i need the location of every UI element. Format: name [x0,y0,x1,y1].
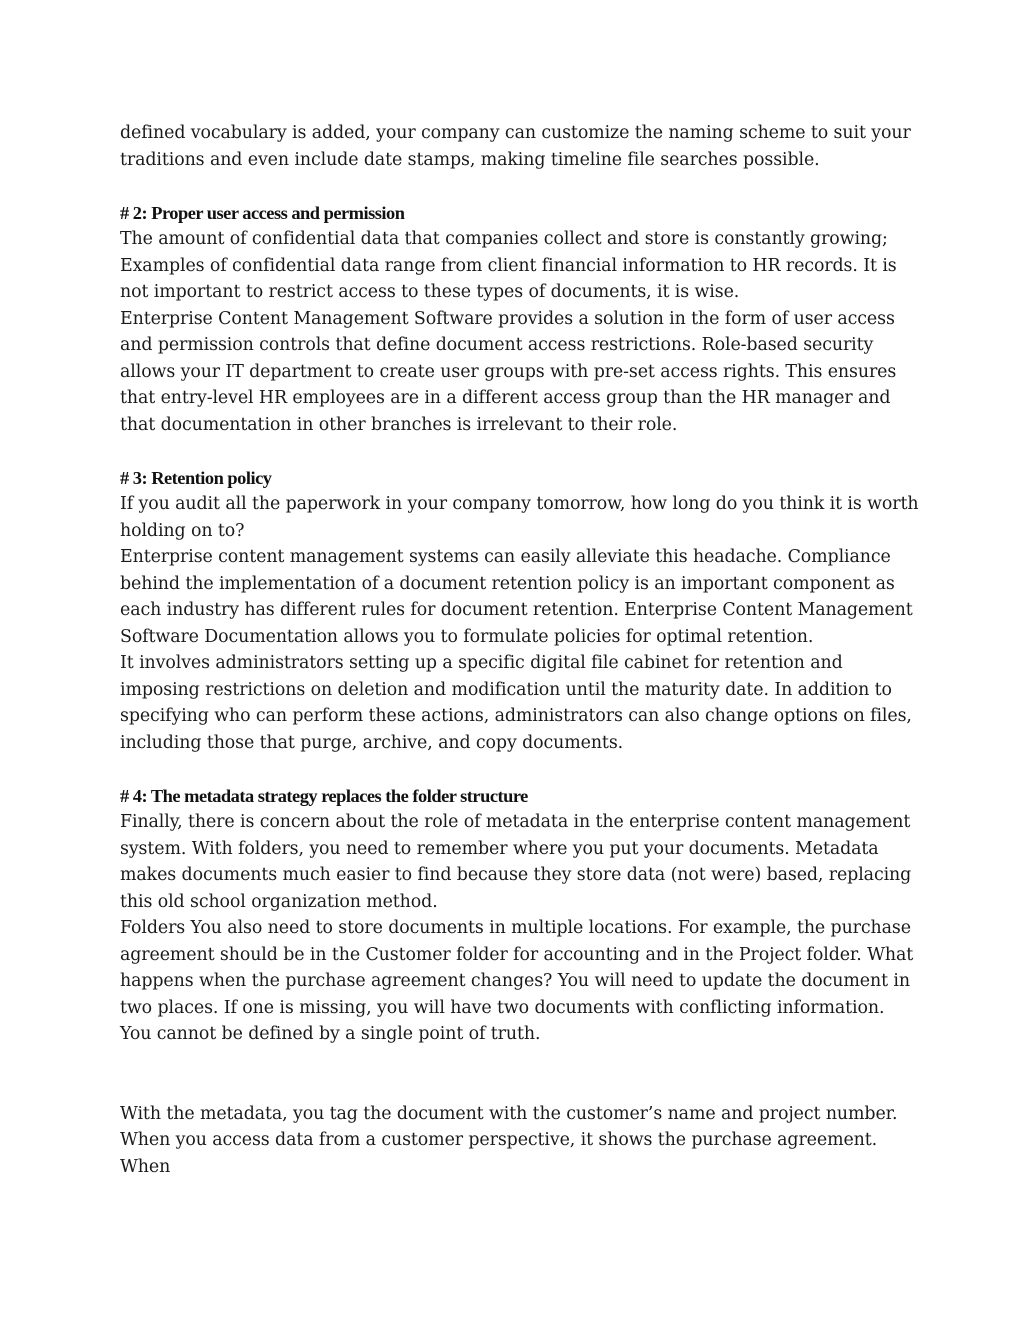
section-heading: # 2: Proper user access and permission [120,202,405,223]
spacer [120,1074,920,1101]
section-paragraph: Enterprise Content Management Software provides a solution in the form of user access and permission controls that define document access restrictions. Role-based security allows your IT department to create user groups with pre-set access rights. This ensures that entry-level HR employees are in a different access group than the HR manager and that documentation in other branches is irrelevant to their role. [120,308,897,435]
section-metadata-strategy [120,783,920,1048]
section-paragraph: It involves administrators setting up a specific digital file cabinet for retention and imposing restrictions on deletion and modification until the maturity date. In addition to specifying who can perform these actions, administrators can also change options on files, including those that purge, archive, and copy documents. [120,653,912,753]
spacer [120,756,920,783]
intro-paragraph: defined vocabulary is added, your company can customize the naming scheme to suit your traditions and even include date stamps, making timeline file searches possible. [120,123,911,170]
section-user-access [120,200,920,439]
section-heading: # 4: The metadata strategy replaces the folder structure [120,785,528,806]
spacer [120,173,920,200]
spacer [120,438,920,465]
document-page [120,120,920,1180]
section-paragraph: Finally, there is concern about the role of metadata in the enterprise content management system. With folders, you need to remember where you put your documents. Metadata makes documents much easier to find because they store data (not were) based, replacing this old school organization method. [120,812,912,912]
section-paragraph: Enterprise content management systems can easily alleviate this headache. Compliance behind the implementation of a document retention policy is an important component as each industry has different rules for document retention. Enterprise Content Management Software Documentation allows you to formulate policies for optimal retention. [120,547,913,647]
section-heading: # 3: Retention policy [120,467,272,488]
spacer [120,1048,920,1075]
closing-paragraph: With the metadata, you tag the document with the customer’s name and project number. When you access data from a customer perspective, it shows the purchase agreement. When [120,1103,898,1177]
section-paragraph: The amount of confidential data that companies collect and store is constantly growing; Examples of confidential data range from client financial information to HR records. It is not important to restrict access to these types of documents, it is wise. [120,229,897,302]
section-paragraph: Folders You also need to store documents in multiple locations. For example, the purchase agreement should be in the Customer folder for accounting and in the Project folder. What happens when the purchase agreement changes? You will need to update the document in two places. If one is missing, you will have two documents with conflicting information. You cannot be defined by a single point of truth. [120,918,914,1044]
section-paragraph: If you audit all the paperwork in your company tomorrow, how long do you think it is worth holding on to? [120,494,919,541]
section-retention-policy [120,465,920,757]
